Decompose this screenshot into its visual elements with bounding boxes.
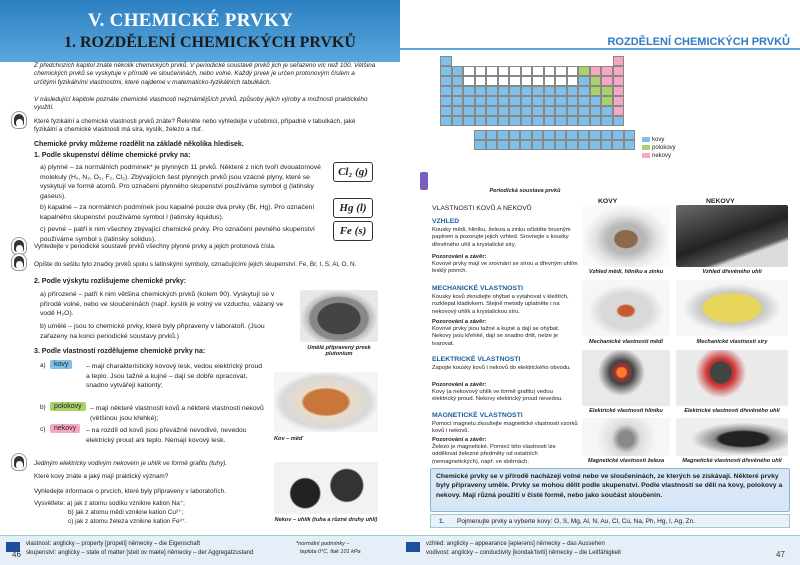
pt-cell [440,56,452,66]
pt-cell [601,130,613,140]
vzhled-text: Kousky mědi, hliníku, železa a zinku očistěte brusným papírem a pozorujte jejich vzhled. Srovnejte s kousky dřevěného uhlí a krystalické síry. [432,227,571,248]
pt-cell [543,130,555,140]
pt-cell [521,66,533,76]
pt-cell [578,116,590,126]
pt-cell [452,116,464,126]
swatch-kovy [642,137,650,142]
pt-row [440,116,635,126]
vocab-3: vzhled: anglicky – appearance [əpiərəns] německy – das Aussehen [426,541,605,547]
question-6: Vysvětlete: a) jak z atomu sodíku vznikne kation Na⁺; [34,500,185,507]
pt-cell [590,86,602,96]
pt-cell [601,66,613,76]
pt-cell [578,140,590,150]
heading-1: 1. Podle skupenství dělíme chemické prvky na: [34,152,191,159]
pt-cell [612,130,624,140]
swatch-polokovy [642,145,650,150]
pt-cell [589,140,601,150]
pt-cell [509,96,521,106]
kovy-desc: – mají charakteristický kovový lesk, vedou elektrický proud a teplo. Jsou tažné a kujné – dají se dobře opracovat, snadno vytvářejí kationty; [86,363,263,389]
el-text: Zapojte kousky kovů i nekovů do elektrického obvodu. [432,365,571,371]
pt-cell [544,106,556,116]
intro-text: Z předchozích kapitol znáte několik chemických prvků. V periodické soustavě prvků jich je seřazeno víc než 100. Většina chemických prvků se vyskytuje v přírodě ve sloučeninách, nebo volné. Každý prvek je určen protonovým číslem a určitými fyzikálními vlastnostmi, které najdeme v matematicko-fyzikálních tabulkách. [34,62,376,86]
pt-cell [555,130,567,140]
mech-text: Kousky kovů zkoušejte ohýbat a vytahovat v kleštích, rozklepat kladivkem. Stejně metody uplatněte i na nekovový uhlík a krystalickou síru. [432,294,569,315]
pt-cell [497,140,509,150]
owl-icon [12,112,26,128]
formula-solid: Fe (s) [333,221,373,241]
photo-copper-wire [582,280,670,336]
kovy-tag: kovy [50,360,72,369]
legend-nekovy-label: nekovy [652,153,672,159]
pt-cell [475,76,487,86]
testtube-icon [420,172,428,190]
formula-liquid: Hg (l) [333,198,373,218]
legend [642,136,676,160]
state-solid: c) pevné – patří k nim všechny zbývající chemické prvky. Pro označení pevného skupenství používáme symbol s (latinsky solidus). [40,226,315,243]
pencil-icon [12,238,26,254]
pt-cell [544,66,556,76]
pt-cell [578,76,590,86]
pt-row [440,56,635,66]
pt-cell [440,66,452,76]
pt-cell [452,106,464,116]
graphite-note: Jediným elektricky vodivým nekovem je uhlík ve formě grafitu (tuhy). [34,460,228,467]
summary-box [430,468,790,512]
pt-cell [486,140,498,150]
pt-cell [601,56,613,66]
pt-cell [613,76,625,86]
pt-cell [440,96,452,106]
col-nekovy: NEKOVY [706,198,735,205]
pt-row-f [474,140,635,150]
pt-cell [590,96,602,106]
pt-cell [578,66,590,76]
pt-cell [486,106,498,116]
pt-cell [578,96,590,106]
question-1: Které fyzikální a chemické vlastnosti prvků znáte? Řekněte nebo vyhledejte v učebnici, případně v tabulkách, jaké fyzikální a chemické vlastnosti má síra, kyslík, železo a rtuť. [34,118,356,134]
caption-1: Vzhled mědi, hliníku a zinku [588,269,664,275]
pt-cell [601,76,613,86]
pt-cell [486,76,498,86]
nekovy-tag: nekovy [50,424,80,433]
swatch-nekovy [642,153,650,158]
pt-cell [578,130,590,140]
caption-2: Vzhled dřevěného uhlí [702,269,762,275]
pt-cell [544,96,556,106]
pt-cell [613,106,625,116]
pt-cell [463,56,475,66]
pt-cell [497,130,509,140]
vocab-2: skupenství: anglicky – state of matter [steit ov mæte] německy – der Aggregatzustand [26,550,254,556]
pt-cell [452,56,464,66]
pt-cell [555,76,567,86]
pt-cell [486,56,498,66]
plutonium-photo [300,290,378,342]
pt-cell [509,140,521,150]
polokovy-letter: b) [40,404,46,411]
pt-cell [578,106,590,116]
pt-cell [475,106,487,116]
pt-cell [475,66,487,76]
pt-cell [544,56,556,66]
pt-cell [567,106,579,116]
heading-3: 3. Podle vlastností rozdělujeme chemické prvky na: [34,348,206,355]
pt-cell [509,86,521,96]
occur-artificial: b) umělé – jsou to chemické prvky, které byly připraveny v laboratoři. (Jsou zařazeny na konci periodické soustavy prvků.) [40,323,265,340]
page-number-left: 46 [12,550,21,559]
pt-cell [475,96,487,106]
pt-cell [590,56,602,66]
el-obs-label: Pozorování a závěr: [432,382,487,388]
state-gas: a) plynné – za normálních podmínek* je plynných 11 prvků. Některé z nich tvoří dvouatomové molekuly (H₂, N₂, O₂, F₂, Cl₂). Zbývajících šest plynných prvků jsou vzácné plyny, které se vyskytují ve formě atomů. Pro označení plynného skupenství používáme symbol g (latinsky gaseus). [40,164,321,200]
pt-cell [544,76,556,86]
pt-row [440,66,635,76]
pt-cell [567,76,579,86]
pt-cell [474,130,486,140]
pt-cell [486,86,498,96]
pt-cell [486,116,498,126]
pt-cell [475,86,487,96]
caption-4: Mechanické vlastnosti síry [696,339,768,345]
pt-cell [509,76,521,86]
col-kovy: KOVY [598,198,618,205]
summary-text: Chemické prvky se v přírodě nacházejí volné nebo ve sloučeninách, ze kterých se získávají. Některé prvky byly připraveny uměle. Prvky se mohou dělit podle skupenství. Podle vlastností se dělí na kovy, polokovy a nekovy. Mají různá použití v čisté formě, nebo jako součást sloučenin. [436,473,783,499]
owl-icon-3 [12,454,26,470]
pt-cell [543,140,555,150]
caption-8: Magnetické vlastnosti dřevěného uhlí [682,458,782,464]
state-liquid: b) kapalné – za normálních podmínek jsou kapalné pouze dva prvky (Br, Hg). Pro označení kapalného skupenství používáme symbol l (latinsky liquidus). [40,204,315,221]
mech-heading: MECHANICKÉ VLASTNOSTI [432,285,524,292]
mech-conclusion: Kovové prvky jsou tažné a kujné a dají se ohýbat. Nekovy jsou křehké, dají se snadno drtit, nelze je tvarovat. [432,326,560,347]
caption-3: Mechanické vlastnosti mědi [589,339,663,345]
legend-polokovy [642,144,676,152]
question-2: Vyhledejte v periodické soustavě prvků všechny plynné prvky a jejich protonová čísla. [34,243,276,250]
nekovy-letter: c) [40,426,46,433]
polokovy-desc: – mají některé vlastnosti kovů a některé vlastnosti nekovů (většinou jsou křehké); [90,405,264,422]
pt-cell [521,56,533,66]
pt-cell [555,116,567,126]
occur-natural: a) přírozené – patří k nim většina chemických prvků (kolem 90). Vyskytují se v přírodě volné, nebo ve sloučeninách (např. kyslík je volný ve vzduchu, vázaný ve vodě H₂O). [40,291,284,317]
pt-cell [555,106,567,116]
pt-cell [498,96,510,106]
photo-circuit-al [582,350,670,406]
pt-cell [452,66,464,76]
mech-obs-label: Pozorování a závěr: [432,319,487,325]
vocab-1: vlastnost: anglicky – property [propeti] německy – die Eigenschaft [26,541,201,547]
question-6c: c) jak z atomu železa vznikne kation Fe³⁺. [68,518,187,525]
pt-row [440,76,635,86]
photo-circuit-c [676,350,788,406]
pt-cell [509,130,521,140]
question-4: Které kovy znáte a jaký mají praktický význam? [34,473,169,480]
pt-cell [440,86,452,96]
pt-cell [601,116,613,126]
pt-cell [589,130,601,140]
pt-cell [509,106,521,116]
pt-cell [567,56,579,66]
pt-cell [590,66,602,76]
pt-row [440,96,635,106]
pt-cell [555,56,567,66]
kovy-letter: a) [40,362,46,369]
pt-cell [613,116,625,126]
pt-cell [521,86,533,96]
question-3: Opište do sešitu tyto značky prvků spolu s latinskými symboly, označujícími jejich skupenství: Fe, Br, I, S, Al, O, N. [34,261,357,268]
copper-caption: Kov – měď [274,436,304,442]
pt-cell [440,106,452,116]
task-number: 1. [439,518,445,525]
pt-cell [544,116,556,126]
copper-photo [274,372,378,432]
pt-cell [475,116,487,126]
pt-cell [509,116,521,126]
vzhled-conclusion: Kovové prvky mají ve srovnání se sírou a dřevným uhlím lesklý povrch. [432,261,578,275]
pt-cell [498,116,510,126]
pt-cell [590,116,602,126]
pt-cell [601,140,613,150]
pt-cell [520,130,532,140]
pt-cell [566,140,578,150]
photo-sulfur [676,280,788,336]
pt-row [440,106,635,116]
pt-cell [521,116,533,126]
pt-cell [486,96,498,106]
pt-cell [498,56,510,66]
props-title: VLASTNOSTI KOVŮ A NEKOVŮ [432,205,532,212]
periodic-table [440,56,635,150]
plutonium-caption: Umělé připravený prvek plutonium [307,345,371,357]
pt-cell [578,56,590,66]
polokovy-tag: polokovy [50,402,86,411]
chapter-title: V. CHEMICKÉ PRVKY [88,10,294,31]
pt-cell [452,76,464,86]
legend-nekovy [642,152,676,160]
nekovy-desc: – na rozdíl od kovů jsou převážně nevodivé, nevedou elektrický proud ani teplo. Nemají kovový lesk. [86,427,247,444]
intro-text-2: V následující kapitole poznáte chemické vlastnosti nejznámějších prvků, způsoby jejich výroby a možnosti praktického využití. [34,96,368,112]
mag-text: Pomocí magnetu zkoušejte magnetické vlastnosti vzorků kovů i nekovů. [432,421,578,435]
pt-cell [498,76,510,86]
formula-gas: Cl₂ (g) [333,162,373,182]
vzhled-obs-label: Pozorování a závěr: [432,254,487,260]
pt-cell [498,86,510,96]
pt-cell [601,86,613,96]
pt-row [440,86,635,96]
header-rule [400,48,800,50]
flag-icon-right [406,542,420,552]
question-5: Vyhledejte informace o prvcích, které byly připraveny v laboratořích. [34,488,226,495]
pt-cell [509,66,521,76]
pt-cell [463,106,475,116]
pt-cell [463,76,475,86]
carbon-caption: Nekov – uhlík (tuha a různé druhy uhlí) [274,517,378,523]
page-number-right: 47 [776,550,785,559]
pt-cell [624,140,636,150]
pt-cell [555,96,567,106]
pt-cell [566,130,578,140]
vocab-4: vodivost: anglicky – conductivity [kondak'tiviti] německy – die Leitfähigkeit [426,550,621,556]
legend-kovy-label: kovy [652,137,665,143]
caption-5: Elektrické vlastnosti hliníku [589,408,663,414]
pt-cell [532,116,544,126]
pt-cell [578,86,590,96]
pt-cell [521,96,533,106]
pt-cell [463,116,475,126]
question-6b: b) jak z atomu mědi vznikne kation Cu²⁺; [68,509,184,516]
vzhled-heading: VZHLED [432,218,460,225]
conditions-note: *normální podmínky – [296,541,350,547]
pt-cell [532,86,544,96]
pt-cell [555,86,567,96]
pt-cell [624,130,636,140]
pt-cell [498,66,510,76]
task-bar [430,514,790,528]
pt-cell [532,130,544,140]
conditions-value: teplota 0°C, tlak 101 kPa [300,549,361,555]
pt-cell [486,130,498,140]
el-conclusion: Kovy (a nekovový uhlík ve formě grafitu) vedou elektrický proud. Nekovy elektrický proud nevedou. [432,389,563,403]
pt-cell [532,56,544,66]
pt-cell [463,86,475,96]
caption-7: Magnetické vlastnosti železa [587,458,665,464]
pt-cell [498,106,510,116]
pt-cell [590,76,602,86]
owl-icon-2 [12,254,26,270]
pt-cell [601,96,613,106]
pt-row-f [474,130,635,140]
pt-cell [475,56,487,66]
pt-cell [520,140,532,150]
pt-cell [613,66,625,76]
mag-heading: MAGNETICKÉ VLASTNOSTI [432,412,523,419]
task-text: Pojmenujte prvky a vyberte kovy: O, S, Mg, Al, N, Au, Cl, Cu, Na, Ph, Hg, I, Ag, Zn. [457,518,696,525]
pt-cell [613,86,625,96]
pt-cell [567,116,579,126]
pt-cell [612,140,624,150]
pt-cell [601,106,613,116]
pt-cell [521,106,533,116]
pt-cell [613,56,625,66]
legend-kovy [642,136,676,144]
heading-2: 2. Podle výskytu rozlišujeme chemické prvky: [34,278,187,285]
pt-cell [509,56,521,66]
el-heading: ELEKTRICKÉ VLASTNOSTI [432,356,521,363]
right-footer [400,535,800,565]
pt-cell [567,96,579,106]
pt-cell [613,96,625,106]
mag-obs-label: Pozorování a závěr: [432,437,487,443]
pt-cell [463,66,475,76]
pt-cell [532,140,544,150]
photo-magnet-fe [582,418,670,456]
pt-cell [532,66,544,76]
table-caption: Periodická soustava prvků [489,188,561,194]
caption-6: Elektrické vlastnosti dřevěného uhlí [684,408,780,414]
pt-cell [567,86,579,96]
running-header: ROZDĚLENÍ CHEMICKÝCH PRVKŮ [607,36,790,48]
photo-magnet-c [676,418,788,456]
pt-cell [544,86,556,96]
photo-charcoal [676,205,788,267]
divide-text: Chemické prvky můžeme rozdělit na základě několika hledisek. [34,141,244,148]
section-title: 1. ROZDĚLENÍ CHEMICKÝCH PRVKŮ [64,34,356,51]
pt-cell [532,76,544,86]
pt-cell [532,96,544,106]
pt-cell [521,76,533,86]
pt-cell [590,106,602,116]
carbon-photo [274,462,378,514]
pt-cell [440,116,452,126]
pt-cell [486,66,498,76]
left-footer [0,535,400,565]
pt-cell [463,96,475,106]
pt-cell [474,140,486,150]
pt-cell [555,140,567,150]
pt-cell [555,66,567,76]
legend-polokovy-label: polokovy [652,145,676,151]
pt-cell [440,76,452,86]
pt-cell [452,86,464,96]
pt-cell [452,96,464,106]
photo-metals [582,205,670,267]
pt-cell [532,106,544,116]
pt-cell [567,66,579,76]
mag-conclusion: Železo je magnetické. Pomocí této vlastnosti lze oddělovat železné předměty od ostatních (nemagnetických), např. ve sběrnách. [432,444,556,465]
